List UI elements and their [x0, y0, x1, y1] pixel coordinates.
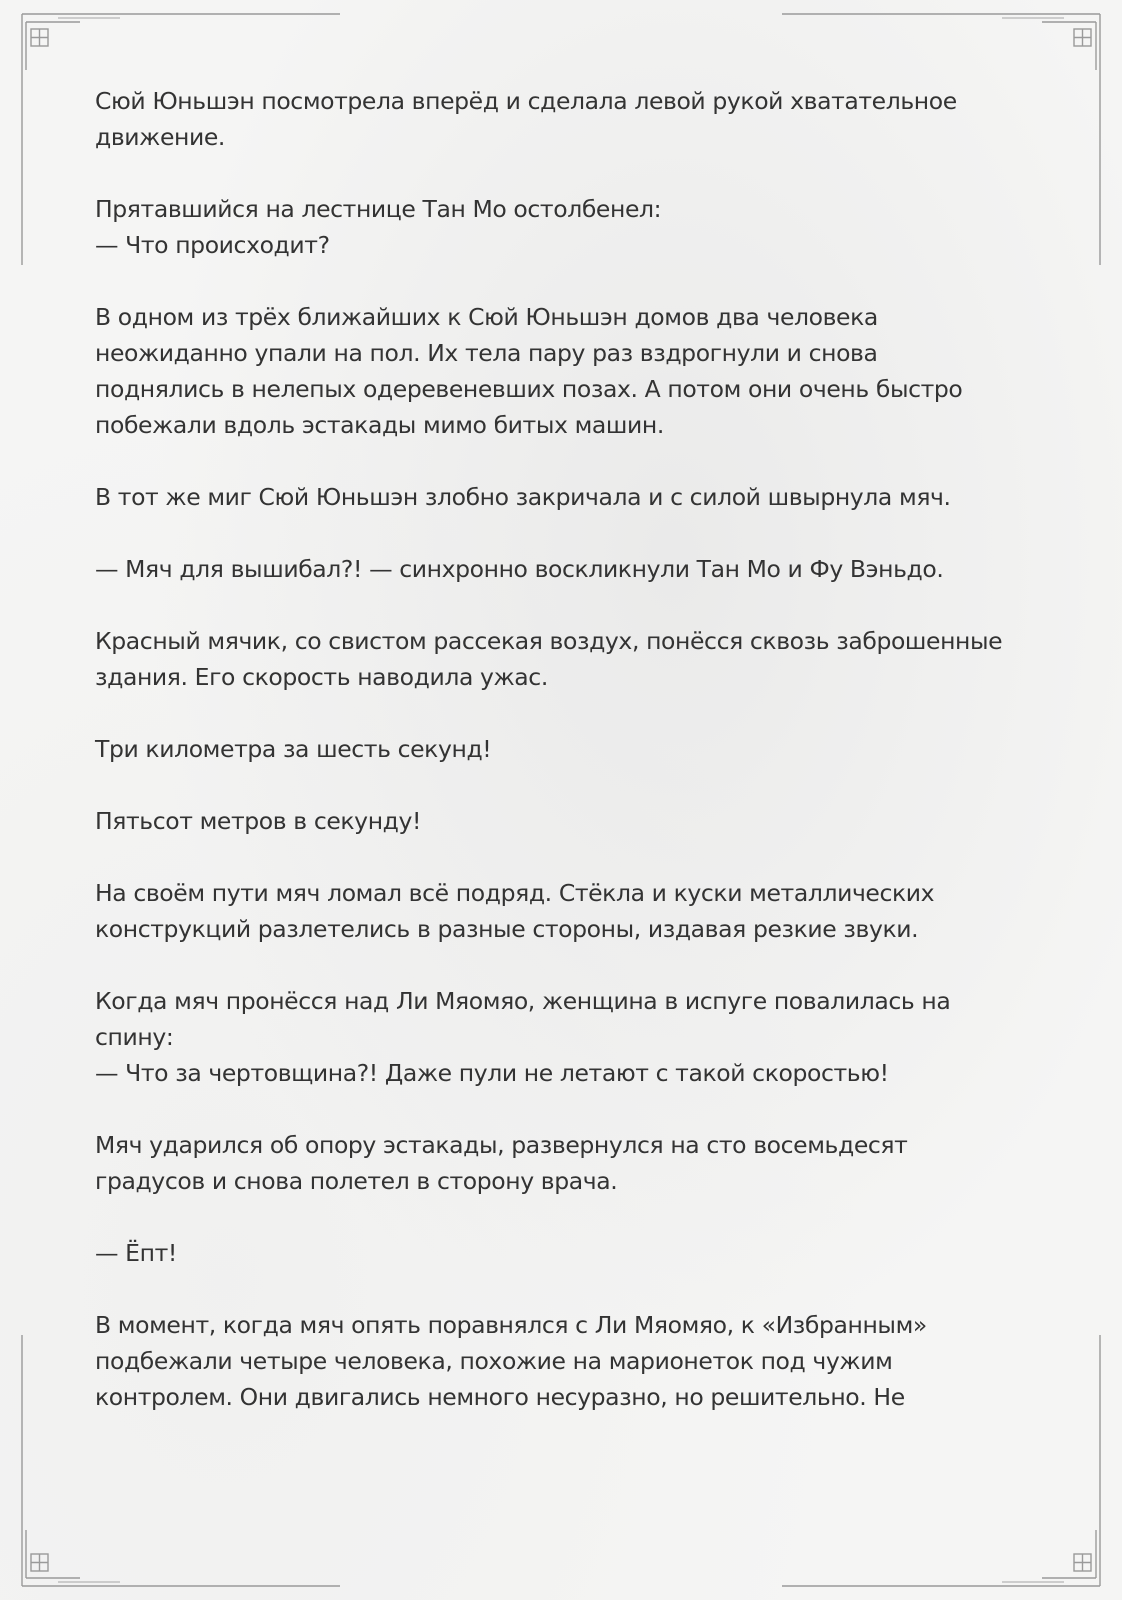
paragraph	[95, 479, 1035, 515]
text-line: здания. Его скорость наводила ужас.	[95, 663, 548, 691]
text-line: На своём пути мяч ломал всё подряд. Стёкла и куски металлических	[95, 879, 935, 907]
text-line: движение.	[95, 123, 225, 151]
text-line: Пятьсот метров в секунду!	[95, 807, 422, 835]
text-line: конструкций разлетелись в разные стороны, издавая резкие звуки.	[95, 915, 919, 943]
paragraph	[95, 1127, 1035, 1199]
dialogue-line: — Что за чертовщина?! Даже пули не летают с такой скоростью!	[95, 1059, 889, 1087]
dialogue-line: — Ёпт!	[95, 1239, 177, 1267]
text-line: В тот же миг Сюй Юньшэн злобно закричала и с силой швырнула мяч.	[95, 483, 951, 511]
paragraph	[95, 551, 1035, 587]
text-line: Красный мячик, со свистом рассекая воздух, понёсся сквозь заброшенные	[95, 627, 1003, 655]
paragraph	[95, 1307, 1035, 1415]
paragraph	[95, 983, 1035, 1091]
dialogue-line: — Что происходит?	[95, 231, 330, 259]
text-line: Прятавшийся на лестнице Тан Мо остолбенел:	[95, 195, 662, 223]
paragraph	[95, 191, 1035, 263]
text-line: неожиданно упали на пол. Их тела пару раз вздрогнули и снова	[95, 339, 878, 367]
text-line: Три километра за шесть секунд!	[95, 735, 492, 763]
paragraph	[95, 623, 1035, 695]
paragraph	[95, 1235, 1035, 1271]
dialogue-line: — Мяч для вышибал?! — синхронно воскликнули Тан Мо и Фу Вэньдо.	[95, 555, 944, 583]
paragraph	[95, 875, 1035, 947]
text-line: спину:	[95, 1023, 174, 1051]
paragraph	[95, 83, 1035, 155]
paragraph	[95, 731, 1035, 767]
paragraph	[95, 299, 1035, 443]
text-line: В одном из трёх ближайших к Сюй Юньшэн домов два человека	[95, 303, 878, 331]
text-line: побежали вдоль эстакады мимо битых машин.	[95, 411, 664, 439]
text-line: контролем. Они двигались немного несуразно, но решительно. Не	[95, 1383, 905, 1411]
text-line: Когда мяч пронёсся над Ли Мяомяо, женщина в испуге повалилась на	[95, 987, 951, 1015]
document-body	[95, 83, 1035, 1451]
text-line: подбежали четыре человека, похожие на марионеток под чужим	[95, 1347, 893, 1375]
paragraph	[95, 803, 1035, 839]
text-line: В момент, когда мяч опять поравнялся с Ли Мяомяо, к «Избранным»	[95, 1311, 927, 1339]
text-line: градусов и снова полетел в сторону врача.	[95, 1167, 618, 1195]
text-line: Сюй Юньшэн посмотрела вперёд и сделала левой рукой хватательное	[95, 87, 957, 115]
text-line: Мяч ударился об опору эстакады, развернулся на сто восемьдесят	[95, 1131, 908, 1159]
text-line: поднялись в нелепых одеревеневших позах. А потом они очень быстро	[95, 375, 963, 403]
